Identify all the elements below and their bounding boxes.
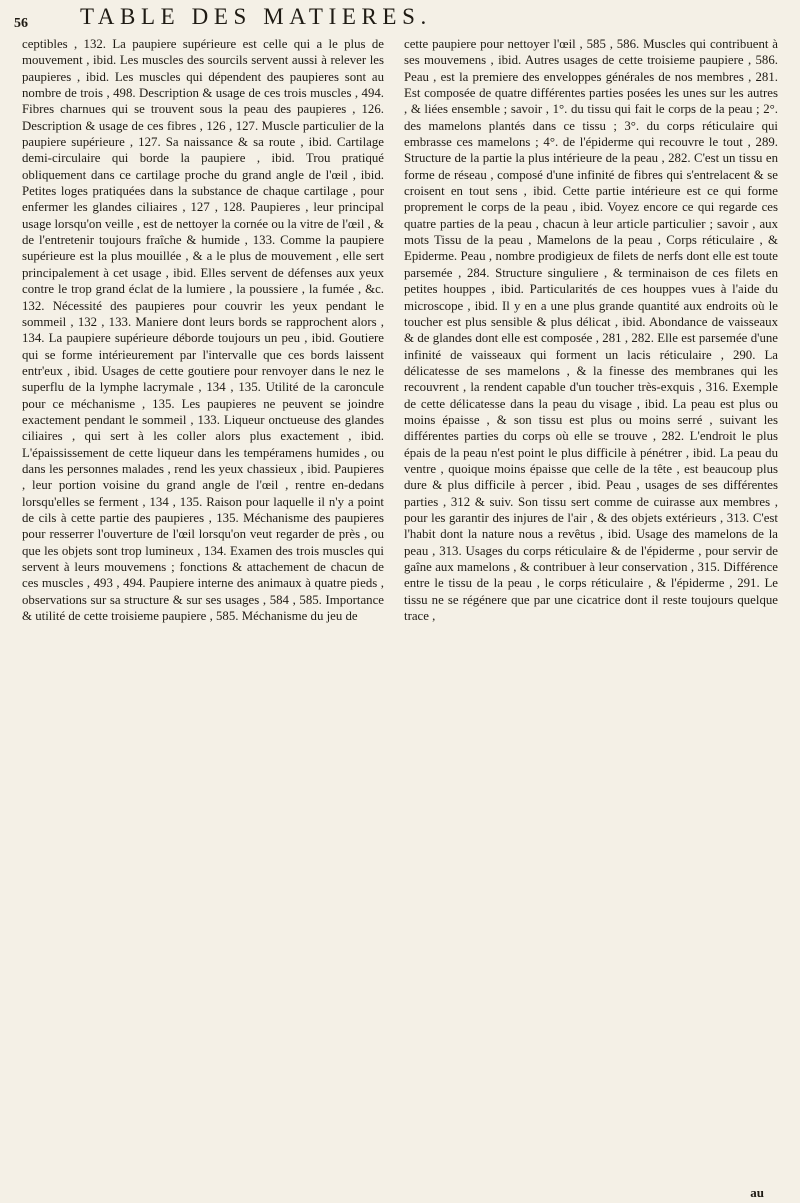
page-number: 56 (14, 16, 28, 31)
left-column-text: ceptibles , 132. La paupiere supérieure est celle qui a le plus de mouvement , ibid. Les muscles des sourcils servent aussi à relever les paupieres , ibid. Les muscles qui dépendent des paupieres sont au nombre de trois , 498. Description & usage de ces trois muscles , 494. Fibres charnues qui se trouvent sous la peau des paupieres , 126. Description & usage de ces fibres , 126 , 127. Muscle particulier de la paupiere supérieure , 127. Sa naissance & sa route , ibid. Cartilage demi-circulaire qui borde la paupiere , ibid. Trou pratiqué obliquement dans ce cartilage proche du grand angle de l'œil , ibid. Petites loges pratiquées dans la substance de chaque cartilage , pour enfermer les glandes ciliaires , 127 , 128. Paupieres , leur principal usage lorsqu'on veille , est de nettoyer la cornée ou la vitre de l'œil , & de l'entretenir toujours fraîche & humide , 133. Comme la paupiere supérieure est la plus mouillée , & a le plus de mouvement , elle sert principalement à cet usage , ibid. Elles servent de défenses aux yeux contre le trop grand éclat de la lumiere , la poussiere , la fumée , &c. 132. Nécessité des paupieres pour couvrir les yeux pendant le sommeil , 132 , 133. Maniere dont leurs bords se rapprochent alors , 134. La paupiere supérieure déborde toujours un peu , ibid. Goutiere qui se forme intérieurement par l'intervalle que ces bords laissent entr'eux , ibid. Usages de cette goutiere pour renvoyer dans le nez le superflu de la lymphe lacrymale , 134 , 135. Utilité de la caroncule pour ce méchanisme , 135. Les paupieres ne peuvent se joindre exactement pendant le sommeil , 133. Liqueur onctueuse des glandes ciliaires , qui sert à les coller alors plus exactement , ibid. L'épaississement de cette liqueur dans les tempéramens humides , ou dans les personnes malades , rend les yeux chassieux , ibid. Paupieres , leur portion voisine du grand angle de l'œil , rentre en-dedans lorsqu'elles se ferment , 134 , 135. Raison pour laquelle il n'y a point de cils à cette partie des paupieres , 135. Méchanisme des paupieres pour resserrer l'ouverture de l'œil lorsqu'on veut regarder de près , ou que les objets sont trop lumineux , 134. Examen des trois muscles qui servent à leurs mouvemens ; fonctions & attachement de chacun de ces muscles , 493 , 494. Paupiere interne des animaux à quatre pieds , observations sur sa structure & sur ses usages , 584 , 585. Importance & utilité de cette troisieme paupiere , 585. Méchanisme du jeu de (22, 37, 384, 624)
left-column (22, 36, 384, 1196)
right-column-text: cette paupiere pour nettoyer l'œil , 585 , 586. Muscles qui contribuent à ses mouvemens , ibid. Autres usages de cette troisieme paupiere , 586. Peau , est la premiere des enveloppes générales de nos membres , 281. Est composée de quatre différentes parties posées les unes sur les autres , & liées ensemble ; savoir , 1°. du tissu qui fait le corps de la peau ; 2°. des mamelons plantés dans ce tissu ; 3°. du corps réticulaire qui embrasse ces mamelons ; 4°. de l'épiderme qui recouvre le tout , 289. Structure de la partie la plus intérieure de la peau , 282. C'est un tissu en forme de réseau , composé d'une infinité de fibres qui s'entrelacent & se croisent en tout sens , ibid. Cette partie intérieure est ce qui forme proprement le corps de la peau , ibid. Voyez encore ce qui regarde ces quatre parties de la peau , chacun à leur article particulier ; savoir , aux mots Tissu de la peau , Mamelons de la peau , Corps réticulaire , & Epiderme. Peau , nombre prodigieux de filets de nerfs dont elle est toute parsemée , 284. Structure singuliere , & terminaison de ces filets en petites houppes , ibid. Particularités de ces houppes vues à l'aide du microscope , ibid. Il y en a une plus grande quantité aux endroits où le toucher est plus sensible & plus délicat , ibid. Abondance de vaisseaux & de glandes dont elle est composée , 281 , 282. Elle est parsemée d'une infinité de vaisseaux qui forment un lacis réticulaire , 290. La délicatesse de ses mamelons , & la finesse des membranes qui les recouvrent , la rendent capable d'un toucher très-exquis , 316. Exemple de cette délicatesse dans la peau du visage , ibid. La peau est plus ou moins épaisse , & son tissu est plus ou moins serré , suivant les différentes parties du corps où elle se trouve , 282. L'endroit le plus épais de la peau n'est point le plus difficile à pénétrer , ibid. La peau du ventre , quoique moins épaisse que celle de la tête , est beaucoup plus dure & plus difficile à percer , ibid. Peau , usages de ses différentes parties , 312 & suiv. Son tissu sert comme de cuirasse aux membres , pour les garantir des injures de l'air , & des objets extérieurs , 313. C'est l'habit dont la nature nous a revêtus , ibid. Usage des mamelons de la peau , 313. Usages du corps réticulaire & de l'épiderme , pour servir de gaîne aux mamelons , & contribuer à leur conservation , 315. Différence entre le tissu de la peau , le corps réticulaire , & l'épiderme , 291. Le tissu ne se régénere que par une cicatrice dont il reste toujours quelque trace , (404, 37, 778, 624)
right-column (404, 36, 778, 1196)
running-title: TABLE DES MATIERES. (80, 4, 432, 29)
page-header (0, 4, 800, 38)
catchword: au (750, 1185, 764, 1200)
